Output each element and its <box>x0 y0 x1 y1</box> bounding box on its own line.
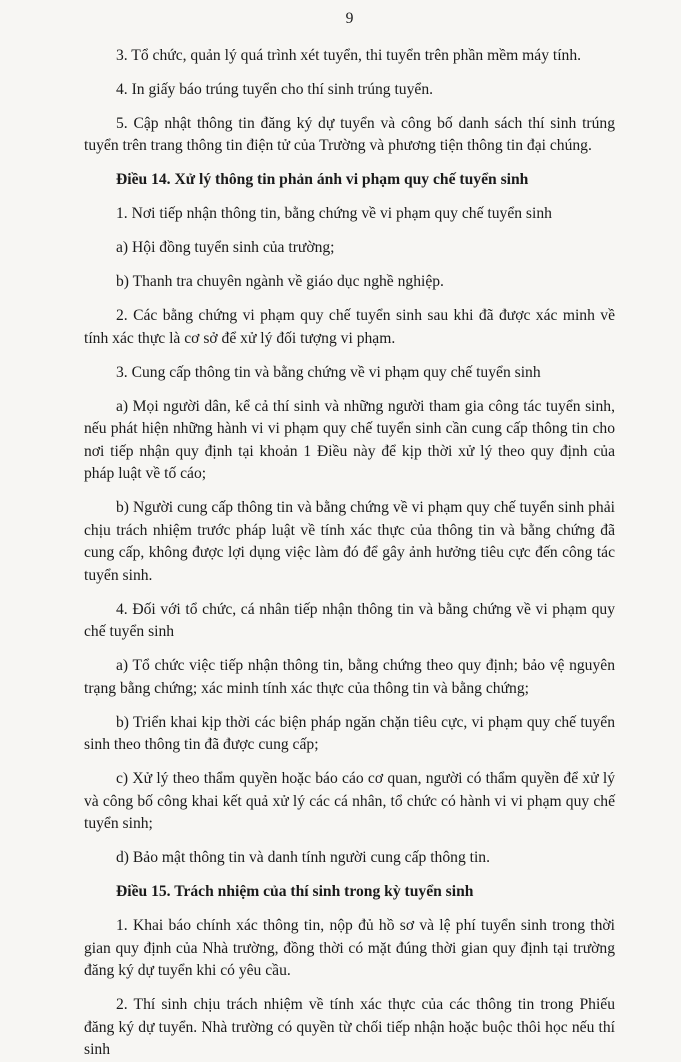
paragraph: d) Bảo mật thông tin và danh tính người cung cấp thông tin. <box>116 849 490 866</box>
paragraph: a) Mọi người dân, kể cả thí sinh và những người tham gia công tác tuyển sinh, nếu phát hiện những hành vi vi phạm quy chế tuyển sinh cần cung cấp thông tin cho nơi tiếp nhận quy định tại khoản 1 Điều này để kịp thời xử lý theo quy định của pháp luật về tố cáo; <box>84 397 615 482</box>
paragraph: a) Hội đồng tuyển sinh của trường; <box>116 239 335 256</box>
paragraph: b) Người cung cấp thông tin và bằng chứng về vi phạm quy chế tuyển sinh phải chịu trách nhiệm trước pháp luật về tính xác thực của thông tin và bằng chứng đã cung cấp, không được lợi dụng việc làm đó để gây ảnh hưởng tiêu cực đến công tác tuyển sinh. <box>84 499 615 584</box>
paragraph: b) Triển khai kịp thời các biện pháp ngăn chặn tiêu cực, vi phạm quy chế tuyển sinh theo thông tin đã được cung cấp; <box>84 713 615 753</box>
paragraph: 2. Thí sinh chịu trách nhiệm về tính xác thực của các thông tin trong Phiếu đăng ký dự tuyển. Nhà trường có quyền từ chối tiếp nhận hoặc buộc thôi học nếu thí sinh <box>84 996 615 1058</box>
paragraph: b) Thanh tra chuyên ngành về giáo dục nghề nghiệp. <box>116 273 444 290</box>
paragraph: 4. Đối với tổ chức, cá nhân tiếp nhận thông tin và bằng chứng về vi phạm quy chế tuyển sinh <box>84 600 615 640</box>
paragraph: 3. Cung cấp thông tin và bằng chứng về vi phạm quy chế tuyển sinh <box>116 363 541 381</box>
paragraph: a) Tổ chức việc tiếp nhận thông tin, bằng chứng theo quy định; bảo vệ nguyên trạng bằng chứng; xác minh tính xác thực của thông tin và bằng chứng; <box>84 657 615 697</box>
paragraph: 4. In giấy báo trúng tuyển cho thí sinh trúng tuyển. <box>116 80 434 98</box>
page-number: 9 <box>345 10 354 27</box>
paragraph: 5. Cập nhật thông tin đăng ký dự tuyển và công bố danh sách thí sinh trúng tuyển trên trang thông tin điện tử của Trường và phương tiện thông tin đại chúng. <box>84 114 615 154</box>
paragraph: 1. Khai báo chính xác thông tin, nộp đủ hồ sơ và lệ phí tuyển sinh trong thời gian quy định của Nhà trường, đồng thời có mặt đúng thời gian quy định tại trường đăng ký dự tuyển khi có yêu cầu. <box>84 917 615 979</box>
article-heading: Điều 15. Trách nhiệm của thí sinh trong kỳ tuyển sinh <box>116 883 474 900</box>
paragraph: 2. Các bằng chứng vi phạm quy chế tuyển sinh sau khi đã được xác minh về tính xác thực là cơ sở để xử lý đối tượng vi phạm. <box>84 307 615 347</box>
paragraph: c) Xử lý theo thẩm quyền hoặc báo cáo cơ quan, người có thẩm quyền để xử lý và công bố công khai kết quả xử lý các cá nhân, tổ chức có hành vi vi phạm quy chế tuyển sinh; <box>84 770 615 832</box>
paragraph: 1. Nơi tiếp nhận thông tin, bằng chứng về vi phạm quy chế tuyển sinh <box>116 205 552 222</box>
article-heading: Điều 14. Xử lý thông tin phản ánh vi phạm quy chế tuyển sinh <box>116 171 529 188</box>
document-body <box>84 45 615 1062</box>
paragraph: 3. Tổ chức, quản lý quá trình xét tuyển, thi tuyển trên phần mềm máy tính. <box>116 46 582 64</box>
